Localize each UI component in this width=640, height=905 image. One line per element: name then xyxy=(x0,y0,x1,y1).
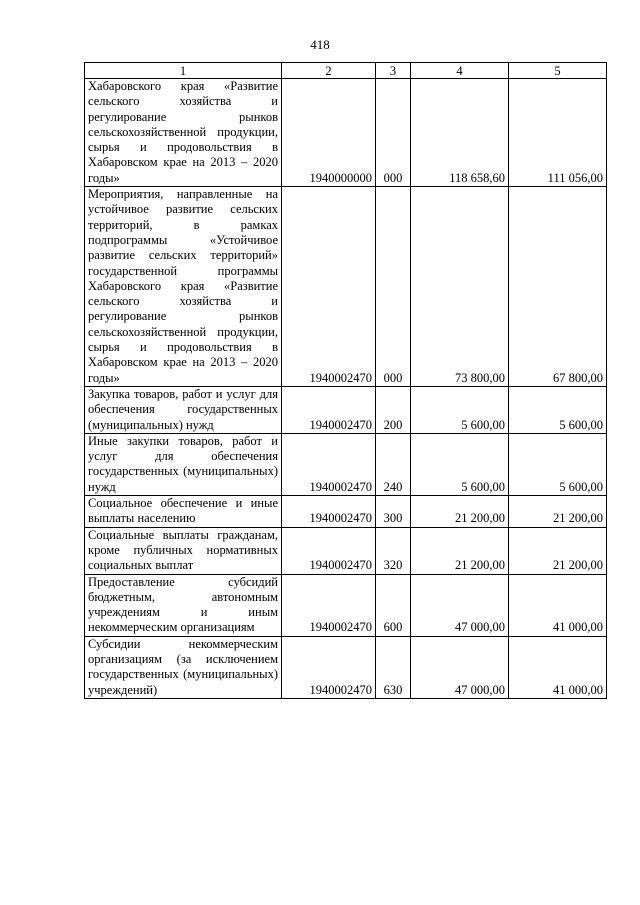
row-expense-type: 000 xyxy=(376,187,411,387)
budget-table xyxy=(84,62,607,699)
row-code: 1940002470 xyxy=(282,187,376,387)
header-row xyxy=(85,63,607,79)
row-code: 1940002470 xyxy=(282,386,376,433)
header-col-1: 1 xyxy=(85,63,282,79)
row-name: Социальные выплаты гражданам, кроме публичных нормативных социальных выплат xyxy=(85,527,282,574)
row-code: 1940002470 xyxy=(282,433,376,495)
header-col-5: 5 xyxy=(509,63,607,79)
row-name: Субсидии некоммерческим организациям (за исключением государственных (муниципальных) учреждений) xyxy=(85,636,282,698)
row-name: Мероприятия, направленные на устойчивое развитие сельских территорий, в рамках подпрограммы «Устойчивое развитие сельских территорий» государственной программы Хабаровского края «Развитие сельского хозяйства и регулирование рынков сельскохозяйственной продукции, сырья и продовольствия в Хабаровском крае на 2013 – 2020 годы» xyxy=(85,187,282,387)
row-amount-2: 41 000,00 xyxy=(509,574,607,636)
table-row xyxy=(85,433,607,495)
row-name: Социальное обеспечение и иные выплаты населению xyxy=(85,496,282,528)
row-name: Предоставление субсидий бюджетным, автономным учреждениям и иным некоммерческим организациям xyxy=(85,574,282,636)
row-expense-type: 600 xyxy=(376,574,411,636)
row-amount-1: 47 000,00 xyxy=(411,636,509,698)
row-expense-type: 300 xyxy=(376,496,411,528)
header-col-3: 3 xyxy=(376,63,411,79)
row-amount-2: 67 800,00 xyxy=(509,187,607,387)
table-header xyxy=(85,63,607,79)
row-amount-2: 21 200,00 xyxy=(509,496,607,528)
row-amount-1: 118 658,60 xyxy=(411,79,509,187)
row-expense-type: 630 xyxy=(376,636,411,698)
row-amount-2: 41 000,00 xyxy=(509,636,607,698)
row-amount-2: 21 200,00 xyxy=(509,527,607,574)
table-row xyxy=(85,636,607,698)
row-code: 1940002470 xyxy=(282,496,376,528)
row-name: Иные закупки товаров, работ и услуг для обеспечения государственных (муниципальных) нужд xyxy=(85,433,282,495)
table-row xyxy=(85,79,607,187)
row-amount-2: 5 600,00 xyxy=(509,386,607,433)
row-expense-type: 320 xyxy=(376,527,411,574)
row-expense-type: 200 xyxy=(376,386,411,433)
row-amount-2: 5 600,00 xyxy=(509,433,607,495)
row-name: Хабаровского края «Развитие сельского хозяйства и регулирование рынков сельскохозяйственной продукции, сырья и продовольствия в Хабаровском крае на 2013 – 2020 годы» xyxy=(85,79,282,187)
row-code: 1940002470 xyxy=(282,527,376,574)
table-row xyxy=(85,187,607,387)
row-amount-1: 73 800,00 xyxy=(411,187,509,387)
row-name: Закупка товаров, работ и услуг для обеспечения государственных (муниципальных) нужд xyxy=(85,386,282,433)
table-row xyxy=(85,386,607,433)
row-amount-1: 21 200,00 xyxy=(411,496,509,528)
row-expense-type: 240 xyxy=(376,433,411,495)
page-number: 418 xyxy=(310,37,330,52)
header-col-2: 2 xyxy=(282,63,376,79)
row-amount-2: 111 056,00 xyxy=(509,79,607,187)
row-code: 1940002470 xyxy=(282,636,376,698)
row-amount-1: 21 200,00 xyxy=(411,527,509,574)
row-amount-1: 47 000,00 xyxy=(411,574,509,636)
row-amount-1: 5 600,00 xyxy=(411,386,509,433)
table-row xyxy=(85,496,607,528)
header-col-4: 4 xyxy=(411,63,509,79)
table-row xyxy=(85,527,607,574)
table-row xyxy=(85,574,607,636)
table-body xyxy=(85,79,607,699)
row-expense-type: 000 xyxy=(376,79,411,187)
row-code: 1940002470 xyxy=(282,574,376,636)
row-code: 1940000000 xyxy=(282,79,376,187)
row-amount-1: 5 600,00 xyxy=(411,433,509,495)
